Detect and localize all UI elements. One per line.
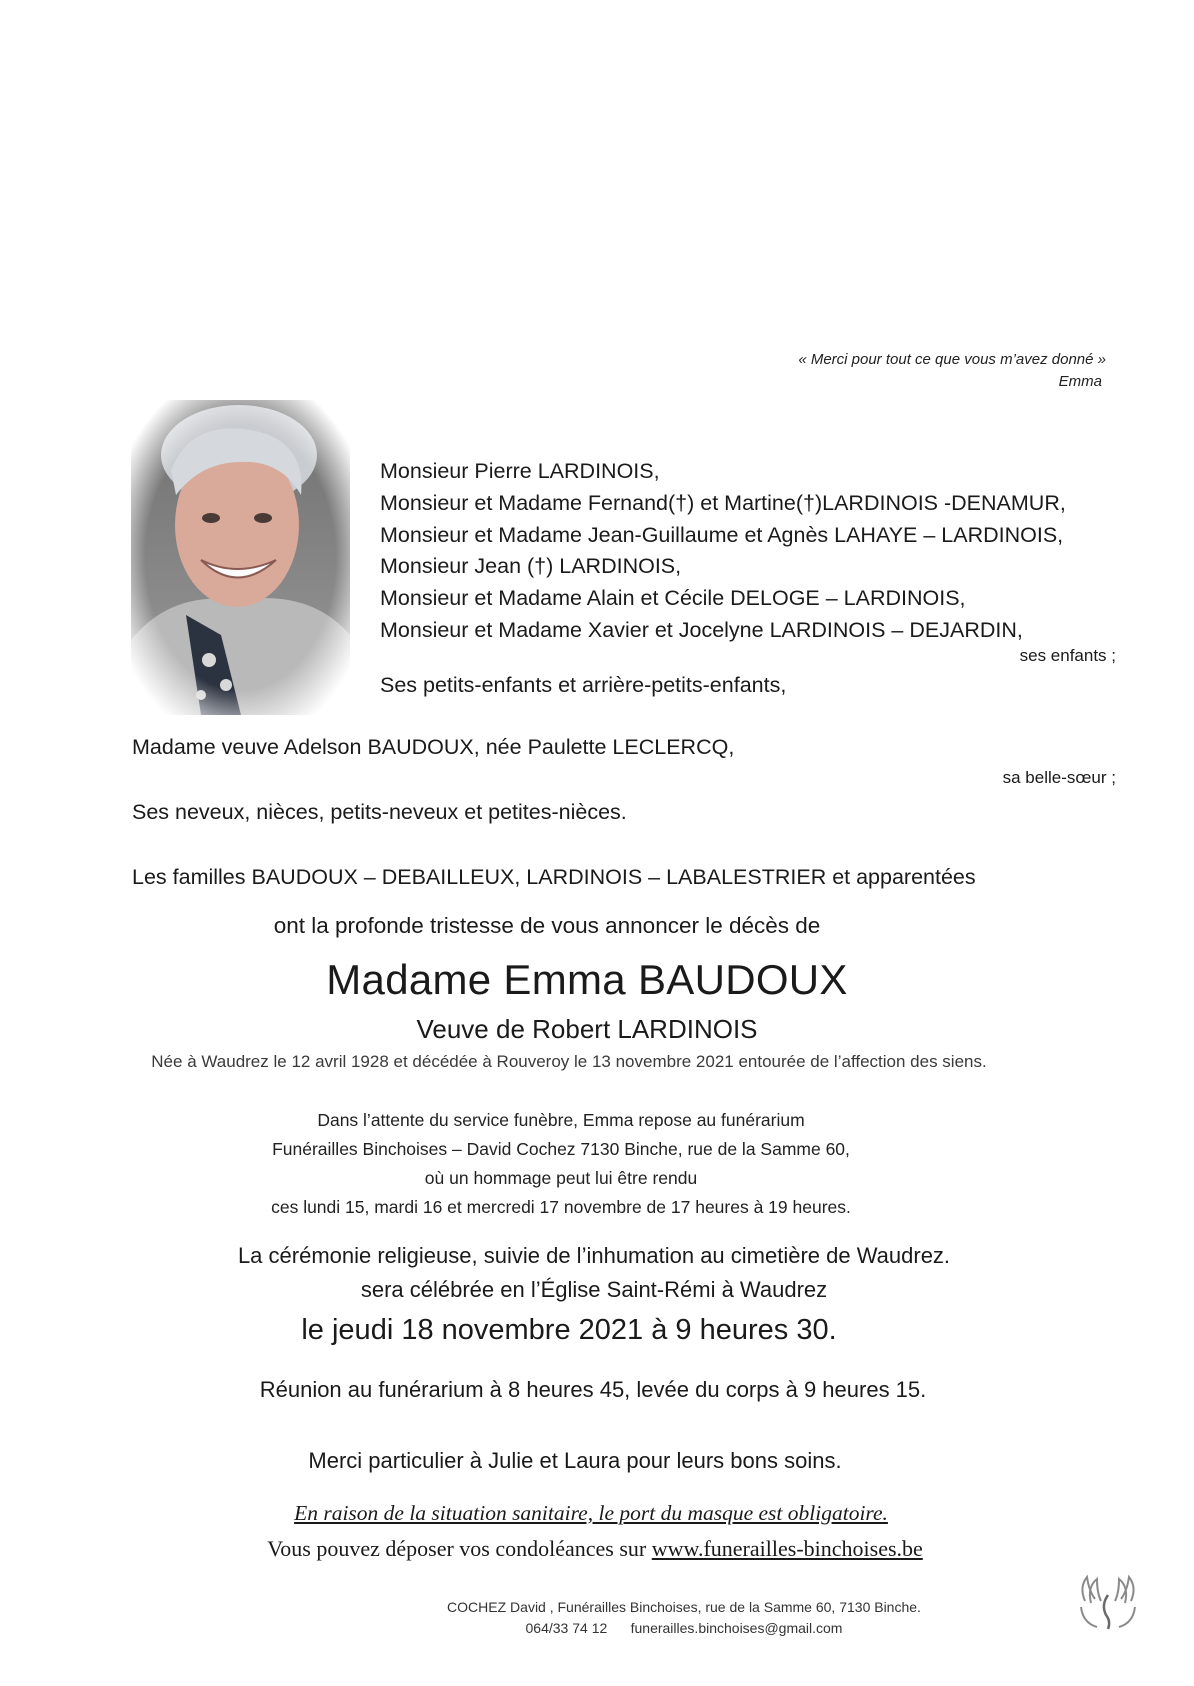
nephews-line: Ses neveux, nièces, petits-neveux et petites-nièces. — [132, 800, 627, 824]
child-line: Monsieur et Madame Fernand(†) et Martine(†)LARDINOIS -DENAMUR, — [380, 490, 1066, 515]
footer-block — [87, 1597, 1194, 1639]
condolences-link[interactable]: www.funerailles-binchoises.be — [651, 1536, 923, 1561]
thanks-line: Merci particulier à Julie et Laura pour leurs bons soins. — [308, 1448, 842, 1473]
sanitary-notice: En raison de la situation sanitaire, le port du masque est obligatoire. — [294, 1501, 888, 1525]
ceremony-line: La cérémonie religieuse, suivie de l’inhumation au cimetière de Waudrez. — [237, 1243, 951, 1268]
portrait-photo — [131, 400, 350, 715]
visitation-line: ces lundi 15, mardi 16 et mercredi 17 novembre de 17 heures à 19 heures. — [271, 1197, 851, 1217]
child-line: Monsieur et Madame Jean-Guillaume et Agnès LAHAYE – LARDINOIS, — [380, 522, 1064, 547]
ceremony-date: le jeudi 18 novembre 2021 à 9 heures 30. — [301, 1314, 837, 1346]
ceremony-line: sera célébrée en l’Église Saint-Rémi à Waudrez — [360, 1277, 828, 1302]
child-line: Monsieur Pierre LARDINOIS, — [380, 459, 660, 483]
grandchildren-line: Ses petits-enfants et arrière-petits-enfants, — [380, 673, 787, 697]
visitation-line: Funérailles Binchoises – David Cochez 7130 Binche, rue de la Samme 60, — [272, 1139, 850, 1159]
birth-death-dates: Née à Waudrez le 12 avril 1928 et décédée à Rouveroy le 13 novembre 2021 entourée de l’affection des siens. — [151, 1052, 987, 1071]
epigraph-author: Emma — [1058, 373, 1102, 390]
sister-in-law-line: Madame veuve Adelson BAUDOUX, née Paulette LECLERCQ, — [132, 735, 735, 759]
ceremony-block — [0, 1239, 1191, 1307]
child-line: Monsieur et Madame Xavier et Jocelyne LARDINOIS – DEJARDIN, — [380, 617, 1023, 642]
visitation-block — [0, 1106, 1158, 1222]
child-line: Monsieur et Madame Alain et Cécile DELOGE – LARDINOIS, — [380, 586, 966, 611]
deceased-name: Madame Emma BAUDOUX — [326, 956, 848, 1003]
child-line: Monsieur Jean (†) LARDINOIS, — [380, 554, 682, 579]
announcement-line: ont la profonde tristesse de vous annoncer le décès de — [273, 913, 821, 938]
condolences-text: Vous pouvez déposer vos condoléances sur — [267, 1536, 652, 1561]
footer-email: funerailles.binchoises@gmail.com — [630, 1620, 843, 1636]
children-list — [380, 456, 1066, 647]
meeting-line: Réunion au funérarium à 8 heures 45, levée du corps à 9 heures 15. — [259, 1377, 927, 1402]
epigraph-quote: « Merci pour tout ce que vous m’avez donné » — [798, 351, 1106, 368]
condolences-line — [0, 1536, 1192, 1562]
children-role: ses enfants ; — [1019, 646, 1116, 665]
funeral-home-logo-icon — [1073, 1573, 1143, 1633]
visitation-line: où un hommage peut lui être rendu — [424, 1168, 698, 1188]
families-line: Les familles BAUDOUX – DEBAILLEUX, LARDINOIS – LABALESTRIER et apparentées — [132, 865, 976, 889]
footer-phone: 064/33 74 12 — [525, 1620, 608, 1636]
sister-in-law-role: sa belle-sœur ; — [1002, 768, 1116, 787]
footer-address: COCHEZ David , Funérailles Binchoises, rue de la Samme 60, 7130 Binche. — [447, 1599, 921, 1615]
visitation-line: Dans l’attente du service funèbre, Emma repose au funérarium — [317, 1110, 805, 1130]
portrait-illustration — [131, 400, 350, 715]
footer-contact — [87, 1618, 1194, 1639]
widow-of: Veuve de Robert LARDINOIS — [416, 1014, 758, 1044]
